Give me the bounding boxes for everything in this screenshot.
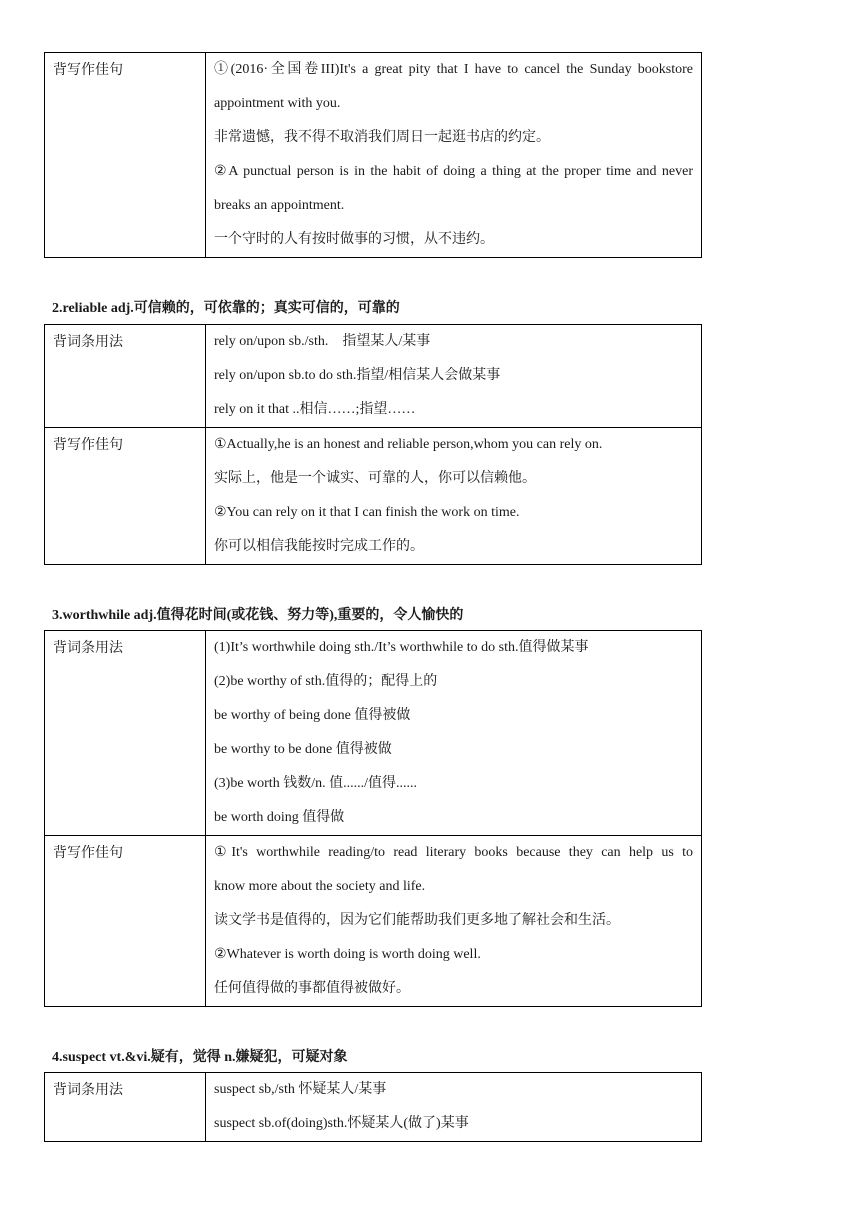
row-label xyxy=(45,325,206,428)
row-label-text: 背词条用法 xyxy=(53,335,123,350)
row-label-text: 背词条用法 xyxy=(53,641,123,656)
example-sentence-en-cont: breaks an appointment. xyxy=(214,198,345,213)
row-label-text: 背写作佳句 xyxy=(53,438,123,453)
example-sentence-zh: 实际上，他是一个诚实、可靠的人，你可以信赖他。 xyxy=(214,471,536,486)
row-content xyxy=(206,428,702,565)
row-label xyxy=(45,631,206,836)
table-row xyxy=(45,1073,702,1142)
example-sentence-en: ②Whatever is worth doing is worth doing well. xyxy=(214,947,481,962)
usage-line: rely on/upon sb.to do sth.指望/相信某人会做某事 xyxy=(214,368,501,383)
row-content xyxy=(206,631,702,836)
row-content xyxy=(206,53,702,258)
row-label xyxy=(45,428,206,565)
example-sentence-en-cont: appointment with you. xyxy=(214,96,341,111)
example-sentence-zh: 你可以相信我能按时完成工作的。 xyxy=(214,539,424,554)
example-sentence-en: ①(2016·全国卷III)It's a great pity that I have to cancel the Sunday bookstore xyxy=(214,62,693,77)
usage-line: rely on it that ..相信……;指望…… xyxy=(214,402,416,417)
usage-line: suspect sb,/sth 怀疑某人/某事 xyxy=(214,1082,387,1097)
usage-line: suspect sb.of(doing)sth.怀疑某人(做了)某事 xyxy=(214,1116,469,1131)
table-worthwhile xyxy=(44,630,702,1007)
usage-line: be worthy of being done 值得被做 xyxy=(214,708,411,723)
row-label xyxy=(45,53,206,258)
row-label xyxy=(45,1073,206,1142)
usage-line: rely on/upon sb./sth. 指望某人/某事 xyxy=(214,334,431,349)
example-sentence-zh: 任何值得做的事都值得被做好。 xyxy=(214,981,410,996)
table-reliable xyxy=(44,324,702,565)
section-heading-suspect: 4.suspect vt.&vi.疑有，觉得 n.嫌疑犯，可疑对象 xyxy=(52,1050,348,1065)
row-label xyxy=(45,836,206,1007)
usage-line: (2)be worthy of sth.值得的；配得上的 xyxy=(214,674,438,689)
example-sentence-en: ①Actually,he is an honest and reliable person,whom you can rely on. xyxy=(214,437,603,452)
example-sentence-en-cont: know more about the society and life. xyxy=(214,879,426,894)
table-row xyxy=(45,631,702,836)
table-writing-sentences-1 xyxy=(44,52,702,258)
example-sentence-zh: 读文学书是值得的，因为它们能帮助我们更多地了解社会和生活。 xyxy=(214,913,620,928)
row-label-text: 背写作佳句 xyxy=(53,63,123,78)
section-heading-worthwhile: 3.worthwhile adj.值得花时间(或花钱、努力等),重要的，令人愉快的 xyxy=(52,608,464,623)
example-sentence-zh: 非常遗憾，我不得不取消我们周日一起逛书店的约定。 xyxy=(214,130,550,145)
example-sentence-en: ②You can rely on it that I can finish the work on time. xyxy=(214,505,520,520)
usage-line: be worthy to be done 值得被做 xyxy=(214,742,392,757)
usage-line: be worth doing 值得做 xyxy=(214,810,345,825)
table-row xyxy=(45,428,702,565)
example-sentence-zh: 一个守时的人有按时做事的习惯，从不违约。 xyxy=(214,232,494,247)
row-content xyxy=(206,836,702,1007)
usage-line: (3)be worth 钱数/n. 值....../值得...... xyxy=(214,776,417,791)
usage-line: (1)It’s worthwhile doing sth./It’s worthwhile to do sth.值得做某事 xyxy=(214,640,589,655)
section-heading-reliable: 2.reliable adj.可信赖的，可依靠的；真实可信的，可靠的 xyxy=(52,301,400,316)
example-sentence-en: ②A punctual person is in the habit of doing a thing at the proper time and never xyxy=(214,164,693,179)
example-sentence-en: ①It's worthwhile reading/to read literary books because they can help us to xyxy=(214,845,693,860)
row-content xyxy=(206,325,702,428)
table-row xyxy=(45,325,702,428)
row-content xyxy=(206,1073,702,1142)
table-suspect xyxy=(44,1072,702,1142)
table-row xyxy=(45,53,702,258)
row-label-text: 背写作佳句 xyxy=(53,846,123,861)
row-label-text: 背词条用法 xyxy=(53,1083,123,1098)
table-row xyxy=(45,836,702,1007)
